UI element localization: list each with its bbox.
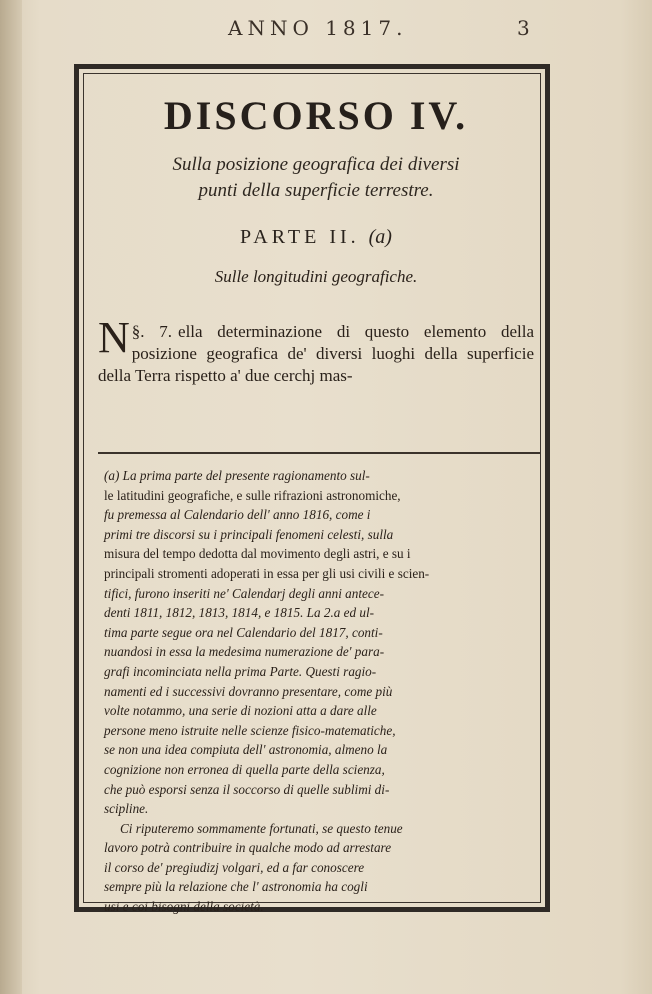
part-heading	[98, 226, 534, 249]
content	[98, 93, 534, 915]
footnote-reference: (a)	[368, 226, 392, 248]
discourse-title: DISCORSO IV.	[163, 93, 469, 138]
footnote-rule	[98, 452, 540, 454]
footnote-line: principali stromenti adoperati in essa per gli usi civili e scien-	[104, 565, 430, 581]
footnote-line: (a) La prima parte del presente ragionamento sul-	[104, 468, 370, 483]
footnote-line: le latitudini geografiche, e sulle rifrazioni astronomiche,	[104, 487, 401, 503]
running-head	[0, 14, 652, 44]
footnote-line: tima parte segue ora nel Calendario del 1817, conti-	[104, 624, 383, 640]
section-title: Sulle longitudini geografiche.	[214, 267, 418, 286]
footnote-line: se non una idea compiuta dell' astronomia, almeno la	[104, 742, 388, 758]
footnote-line: misura del tempo dedotta dal movimento degli astri, e su i	[104, 546, 411, 562]
footnote-line: fu premessa al Calendario dell' anno 1816, come i	[104, 507, 371, 523]
footnote-line: tifici, furono inseriti ne' Calendarj degli anni antece-	[104, 585, 384, 601]
footnote-line: Ci riputeremo sommamente fortunati, se questo tenue	[120, 820, 403, 836]
footnote-line: che può esporsi senza il soccorso di quelle sublimi di-	[104, 781, 390, 797]
footnote-line: namenti ed i successivi dovranno presentare, come più	[104, 683, 393, 699]
footnote-line: denti 1811, 1812, 1813, 1814, e 1815. La 2.a ed ul-	[104, 605, 375, 621]
footnote-line: sempre più la relazione che l' astronomia ha cogli	[104, 879, 368, 895]
page-frame	[74, 64, 550, 915]
binding-gutter	[0, 0, 22, 994]
footnote-line: scipline.	[104, 801, 149, 817]
page-frame-inner	[83, 73, 541, 915]
footnote-line: persone meno istruite nelle scienze fisico-matematiche,	[104, 722, 396, 738]
body-paragraph	[98, 313, 534, 387]
subtitle-line: punti della superficie terrestre.	[198, 180, 434, 201]
footnote-line: nuandosi in essa la medesima numerazione de' para-	[104, 644, 385, 660]
drop-cap: N	[98, 313, 130, 362]
footnote-line: il corso de' pregiudizj volgari, ed a far conoscere	[104, 859, 365, 875]
footnote-line: usi e coi bisogni della società.	[104, 899, 264, 915]
footnote	[104, 466, 530, 917]
footnote-line: grafi incominciata nella prima Parte. Questi ragio-	[104, 663, 377, 679]
discourse-subtitle	[98, 152, 534, 204]
subtitle-line: Sulla posizione geografica dei diversi	[172, 154, 460, 175]
footnote-line: volte notammo, una serie di nozioni atta a dare alle	[104, 703, 377, 719]
footnote-line: cognizione non erronea di quella parte della scienza,	[104, 761, 385, 777]
footnote-line: primi tre discorsi su i principali fenomeni celesti, sulla	[104, 526, 394, 542]
body-text: ella determinazione di questo elemento della posizione geografica de' diversi luoghi della superficie della Terra rispetto a' due cerchj mas-	[98, 322, 534, 385]
page-number: 3	[517, 16, 530, 40]
footnote-line: lavoro potrà contribuire in qualche modo ad arrestare	[104, 840, 392, 856]
part-label: PARTE II.	[240, 226, 360, 248]
section-mark: §. 7.	[131, 322, 173, 341]
footnote-paragraph	[104, 466, 530, 819]
running-title: ANNO 1817.	[228, 16, 408, 40]
footnote-paragraph	[104, 819, 530, 917]
